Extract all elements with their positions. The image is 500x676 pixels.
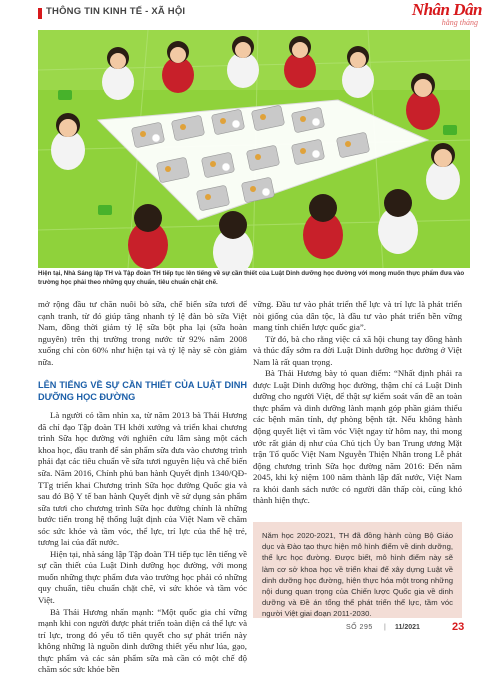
page-footer [0,620,500,637]
issue-number: SỐ 295 [346,624,373,631]
paragraph: Hiện tại, nhà sáng lập Tập đoàn TH tiếp tục lên tiếng về sự cần thiết của Luật Dinh dưỡng học đường, với mong muốn những thực phẩm đưa vào trường học phải có những quy chuẩn, tiêu chuẩn chặt chẽ, vì sức khỏe và tầm vóc Việt. [38,548,247,606]
footer-separator: | [384,624,386,631]
paragraph: Từ đó, bà cho rằng việc cả xã hội chung tay đồng hành và thúc đẩy sớm ra đời Luật Dinh dưỡng học đường ở Việt Nam là rất quan trọng. [253,333,462,367]
paragraph: Là người có tầm nhìn xa, từ năm 2013 bà Thái Hương đã chỉ đạo Tập đoàn TH khởi xướng và triển khai chương trình Sữa học đường với nghiên cứu lâm sàng một cách khoa học, đầu tranh để sản phẩm sữa đưa vào chương trình phải đạt các tiêu chuẩn về sữa tươi nguyên liệu và chế biến sữa. Năm 2016, Chính phủ ban hành Quyết định 1340/QĐ-TTg triển khai Chương trình Sữa học đường Quốc gia và sau đó Bộ Y tế ban hành Quyết định về sử dụng sản phẩm sữa tươi cho chương trình Sữa học đường chính là những bước tiến trong hệ thống luật định của Việt Nam về chăm sóc sức khỏe và tầm vóc, thể lực, trí lực của thế hệ trẻ, tương lai của đất nước. [38,410,247,548]
brand-logo [406,0,482,30]
section-label: THÔNG TIN KINH TẾ - XÃ HỘI [46,6,186,17]
page-number: 23 [452,621,465,633]
paragraph: Bà Thái Hương bày tỏ quan điểm: “Nhất định phải ra được Luật Dinh dưỡng học đường, thậm chí cả Luật Dinh dưỡng cho người Việt, để thật sự kiểm soát vấn đề an toàn thực phẩm và dinh dưỡng lành mạnh góp phần giảm thiểu các bệnh mãn tính, dự phòng bệnh tật. Nếu không hành động quyết liệt vì tầm vóc Việt ngay từ hôm nay, thì mong ước rất giản dị như của Chủ tịch Ủy ban Trung ương Mặt trận Tổ quốc Việt Nam Nguyễn Thiện Nhân trong Lễ phát động chương trình Sữa học đường năm 2016: Đến năm 2045, khi kỷ niệm 100 năm thành lập đất nước, Việt Nam ra khỏi danh sách nước có người dân thấp còi, cũng khó thành hiện thực. [253,368,462,506]
page-header [0,0,500,30]
article-column-right [253,299,462,507]
children-eating-lunch-photo [38,30,470,268]
section-subheading: LÊN TIẾNG VỀ SỰ CẦN THIẾT CỦA LUẬT DINH DƯỠNG HỌC ĐƯỜNG [38,380,247,402]
paragraph: mở rộng đầu tư chăn nuôi bò sữa, chế biến sữa tươi để cạnh tranh, từ đó giúp tăng nhanh tỷ lệ đàn bò sữa Việt Nam, đồng thời giảm tỷ lệ sữa bột pha lại (sữa hoàn nguyên) trên thị trường trong nước từ 92% năm 2008 xuống chỉ còn 60% như hiện tại và tỷ lệ này sẽ còn giảm nữa. [38,299,247,367]
callout-box: Năm học 2020-2021, TH đã đồng hành cùng Bộ Giáo dục và Đào tạo thực hiện mô hình điểm về dinh dưỡng, thể lực học đường. Được biết, mô hình điểm này sẽ làm cơ sở khoa học về triển khai để xây dựng Luật về dinh dưỡng học đường, hiện thực hóa một trong những nội dung quan trọng của Chiến lược Quốc gia về dinh dưỡng và Đề án tổng thể phát triển thể lực, tầm vóc người Việt giai đoạn 2011-2030. [253,522,462,618]
issue-date: 11/2021 [395,624,420,631]
paragraph: vững. Đầu tư vào phát triển thể lực và trí lực là phát triển nòi giống của dân tộc, là đầu tư vào phát triển bền vững mang tính chiến lược quốc gia”. [253,299,462,333]
article-photo [38,30,470,268]
photo-caption: Hiện tại, Nhà Sáng lập TH và Tập đoàn TH tiếp tục lên tiếng về sự cần thiết của Luật Dinh dưỡng học đường với mong muốn thực phẩm đưa vào trường học phải theo những quy chuẩn, tiêu chuẩn chặt chẽ. [38,270,465,286]
brand-tagline: hằng tháng [441,18,478,27]
paragraph: Bà Thái Hương nhấn mạnh: “Một quốc gia chỉ vững mạnh khi con người được phát triển toàn diện cả thể lực và trí lực, trong đó yếu tố tiên quyết cho sự phát triển này không những là nguồn dinh dưỡng thiết yếu như lúa, gạo, thực phẩm và các sản phẩm sữa mà cần có một chế độ chăm sóc sức khỏe bền [38,606,247,675]
brand-name: Nhân Dân [411,0,482,19]
section-marker [38,8,42,19]
